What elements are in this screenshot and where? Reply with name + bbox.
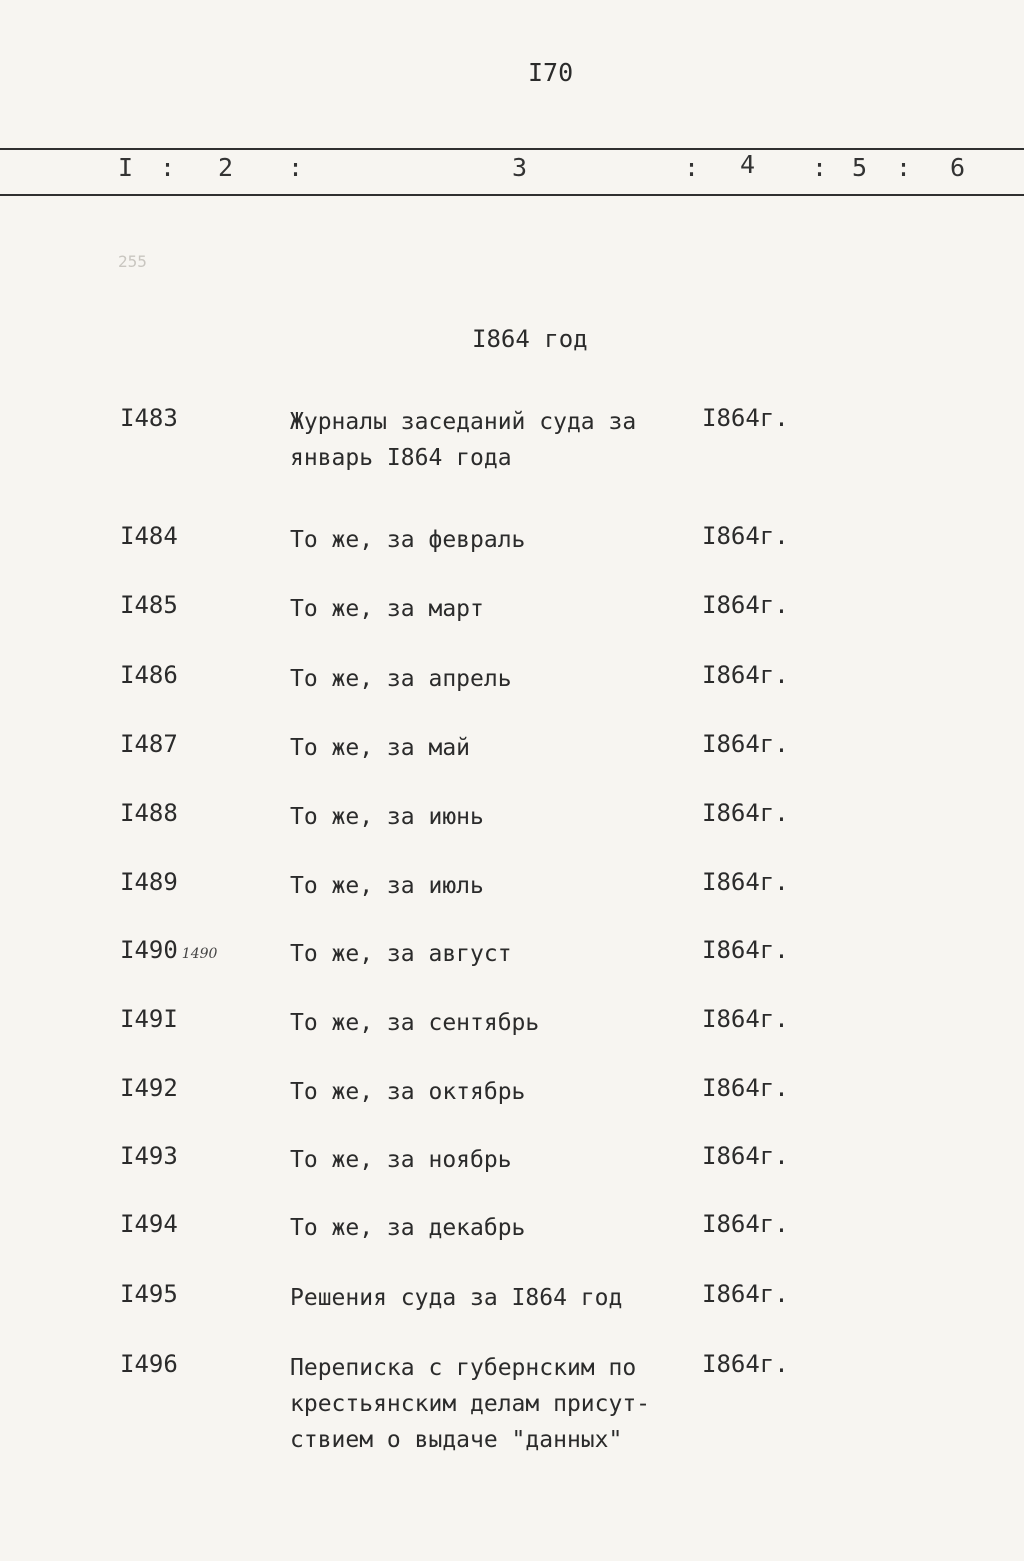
- header-rule-top: [0, 148, 1024, 150]
- page-number: I70: [528, 58, 574, 87]
- item-number: I490: [120, 936, 178, 964]
- item-date: I864г.: [702, 1005, 789, 1033]
- item-number: I488: [120, 799, 178, 827]
- item-date: I864г.: [702, 591, 789, 619]
- item-number: I495: [120, 1280, 178, 1308]
- item-date: I864г.: [702, 1142, 789, 1170]
- item-title: То же, за июнь: [290, 804, 484, 830]
- item-date: I864г.: [702, 799, 789, 827]
- item-number: I494: [120, 1210, 178, 1238]
- item-title: То же, за ноябрь: [290, 1147, 512, 1173]
- item-date: I864г.: [702, 936, 789, 964]
- item-date: I864г.: [702, 1280, 789, 1308]
- item-number: I484: [120, 522, 178, 550]
- column-header-6: 6: [950, 153, 966, 182]
- header-rule-bottom: [0, 194, 1024, 196]
- column-header-1: I: [118, 153, 134, 182]
- column-header-3: 3: [512, 153, 528, 182]
- item-title: То же, за декабрь: [290, 1215, 526, 1241]
- item-title: То же, за апрель: [290, 666, 512, 692]
- item-number: I489: [120, 868, 178, 896]
- item-date: I864г.: [702, 661, 789, 689]
- column-separator: :: [288, 153, 304, 182]
- item-number: I487: [120, 730, 178, 758]
- item-date: I864г.: [702, 1350, 789, 1378]
- item-title: Переписка с губернским по крестьянским делам присут- ствием о выдаче "данных": [290, 1355, 651, 1453]
- item-number: I483: [120, 404, 178, 432]
- item-number: I485: [120, 591, 178, 619]
- item-title: То же, за октябрь: [290, 1079, 526, 1105]
- item-date: I864г.: [702, 404, 789, 432]
- column-separator: :: [812, 153, 828, 182]
- item-title: То же, за февраль: [290, 527, 526, 553]
- column-separator: :: [160, 153, 176, 182]
- column-header-4: 4: [740, 150, 756, 179]
- item-title: То же, за сентябрь: [290, 1010, 540, 1036]
- faint-stamp-mark: 255: [118, 252, 147, 271]
- item-date: I864г.: [702, 730, 789, 758]
- item-date: I864г.: [702, 1074, 789, 1102]
- column-header-5: 5: [852, 153, 868, 182]
- item-title: То же, за март: [290, 596, 484, 622]
- item-number: I486: [120, 661, 178, 689]
- item-date: I864г.: [702, 1210, 789, 1238]
- item-date: I864г.: [702, 522, 789, 550]
- item-title: Решения суда за I864 год: [290, 1285, 623, 1311]
- column-separator: :: [896, 153, 912, 182]
- item-number: I493: [120, 1142, 178, 1170]
- handwritten-note: 1490: [181, 946, 218, 962]
- item-date: I864г.: [702, 868, 789, 896]
- item-number: I49I: [120, 1005, 178, 1033]
- column-separator: :: [684, 153, 700, 182]
- item-title: То же, за май: [290, 735, 471, 761]
- item-number: I492: [120, 1074, 178, 1102]
- item-title: То же, за август: [290, 941, 512, 967]
- column-header-2: 2: [218, 153, 234, 182]
- item-title: То же, за июль: [290, 873, 484, 899]
- item-number: I496: [120, 1350, 178, 1378]
- item-number-with-note: [120, 936, 217, 964]
- item-title: Журналы заседаний суда за январь I864 года: [290, 409, 637, 471]
- year-heading: I864 год: [472, 325, 588, 353]
